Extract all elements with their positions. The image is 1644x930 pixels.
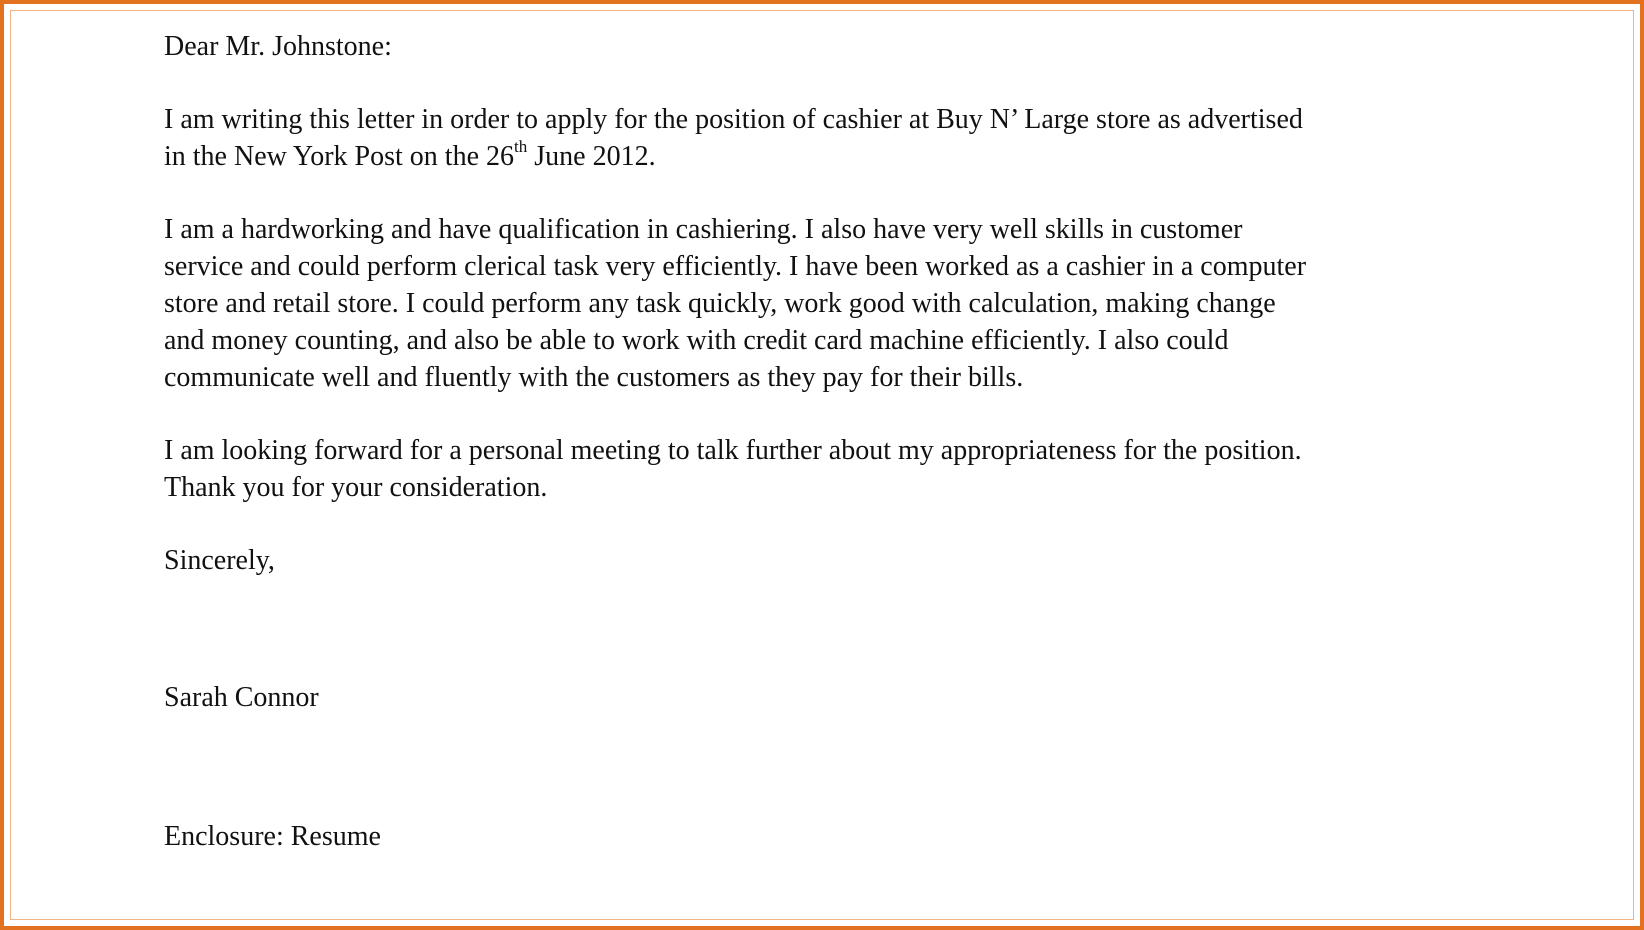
paragraph-line: June 2012.: [527, 141, 656, 172]
ordinal-suffix: th: [514, 136, 528, 156]
paragraph-line: communicate well and fluently with the customers as they pay for their bills.: [164, 362, 1024, 393]
paragraph-line: Thank you for your consideration.: [164, 472, 548, 503]
signature-name: Sarah Connor: [164, 682, 319, 713]
paragraph-application: [164, 101, 1584, 175]
paragraph-qualifications: [164, 211, 1584, 396]
paragraph-line: service and could perform clerical task very efficiently. I have been worked as a cashier in a computer: [164, 251, 1307, 282]
salutation: Dear Mr. Johnstone:: [164, 31, 392, 62]
paragraph-line: I am looking forward for a personal meeting to talk further about my appropriateness for the position.: [164, 435, 1302, 466]
enclosure-note: Enclosure: Resume: [164, 821, 381, 852]
paragraph-line: I am writing this letter in order to apply for the position of cashier at Buy N’ Large store as advertised: [164, 104, 1303, 135]
paragraph-line: in the New York Post on the 26: [164, 141, 515, 172]
paragraph-closing-remarks: [164, 432, 1584, 506]
paragraph-line: and money counting, and also be able to work with credit card machine efficiently. I also could: [164, 325, 1229, 356]
closing: Sincerely,: [164, 545, 275, 576]
cover-letter: [164, 28, 1584, 855]
paragraph-line: I am a hardworking and have qualification in cashiering. I also have very well skills in customer: [164, 214, 1243, 245]
paragraph-line: store and retail store. I could perform any task quickly, work good with calculation, making change: [164, 288, 1276, 319]
